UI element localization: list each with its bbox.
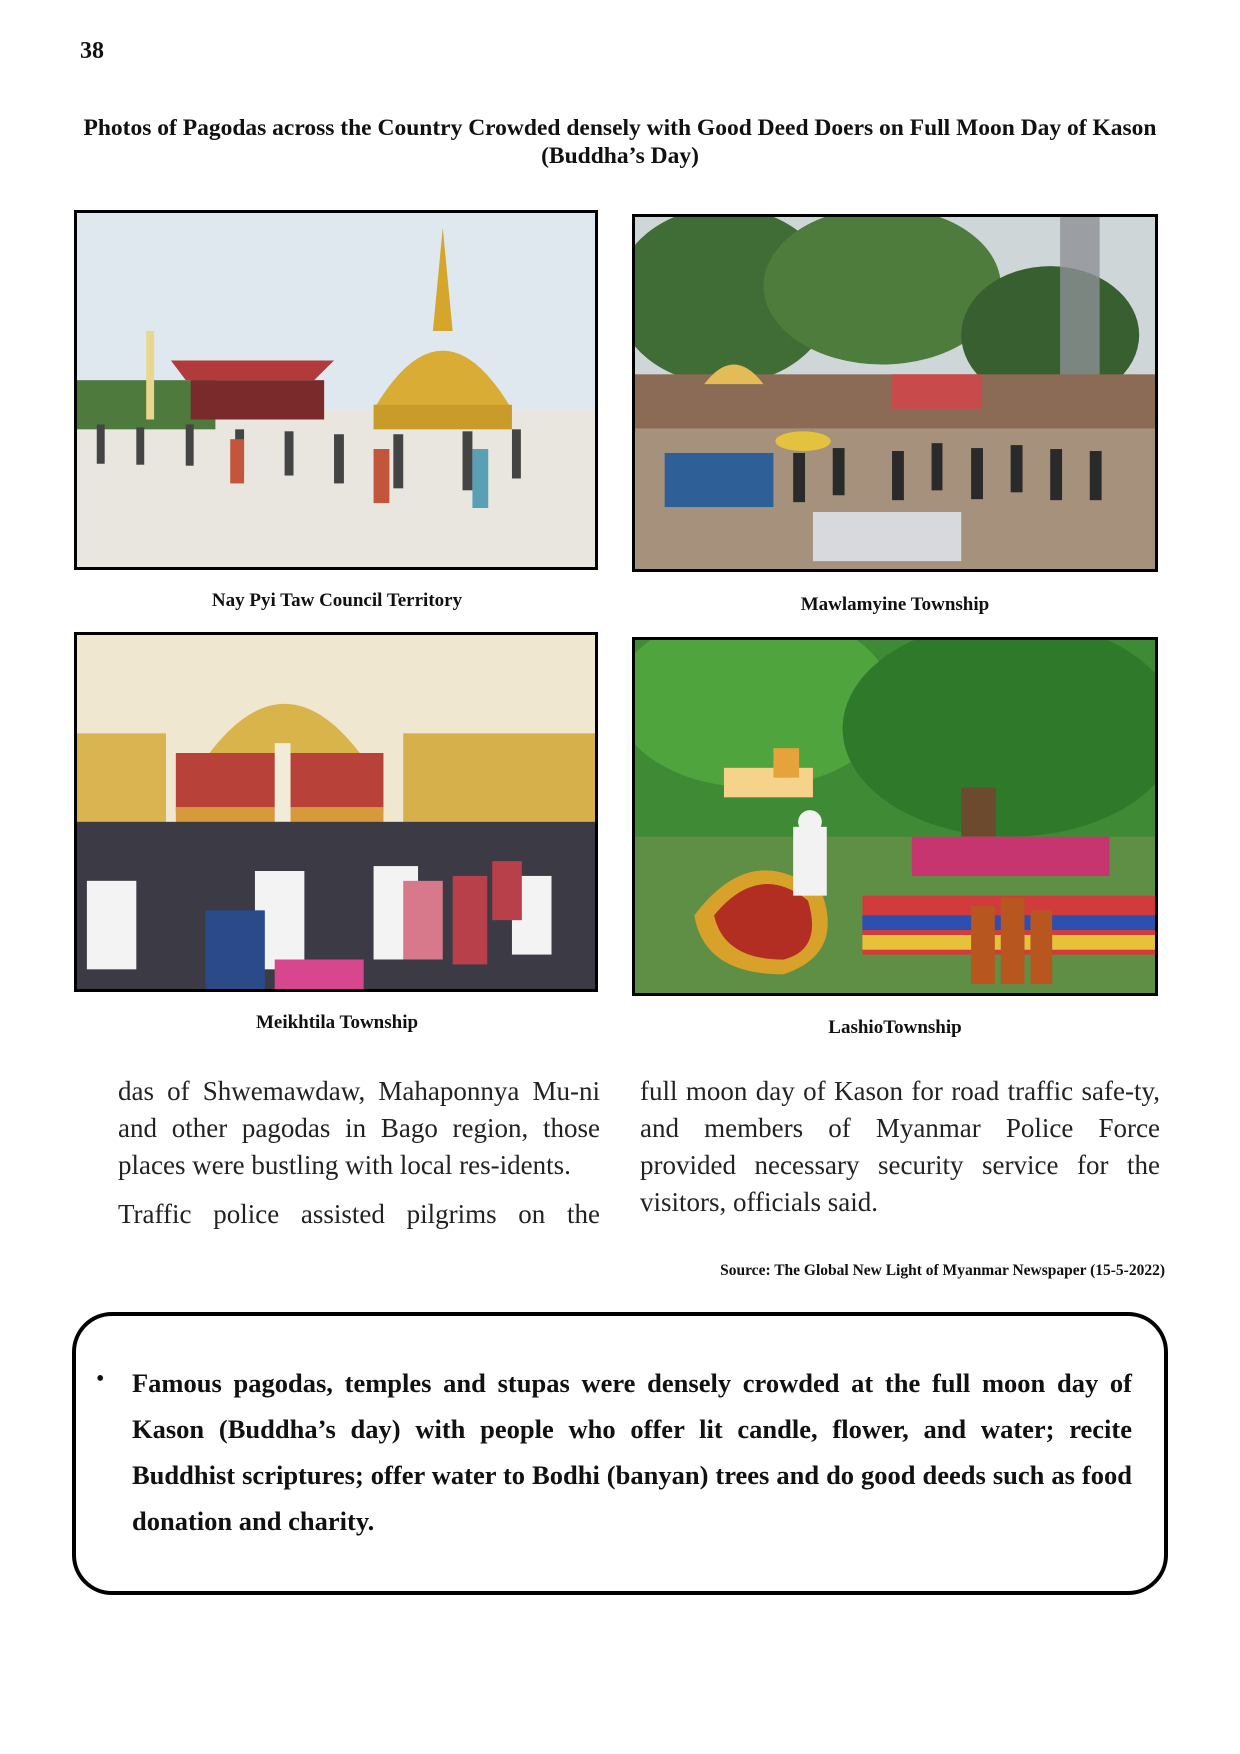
caption-nay-pyi-taw: Nay Pyi Taw Council Territory (211, 590, 463, 611)
article-paragraph: full moon day of Kason for road traffic safe-ty, and members of Myanmar Police Force provided necessary security service for the visitors, officials said. (640, 1076, 1160, 1217)
page-number: 38 (80, 38, 104, 64)
article-right-column (640, 1073, 1160, 1221)
photo-meikhtila (74, 632, 598, 992)
bullet-icon: • (96, 1366, 105, 1392)
summary-text: Famous pagodas, temples and stupas were densely crowded at the full moon day of Kason (Buddha’s day) with people who offer lit candle, flower, and water; recite Buddhist scriptures; offer water to Bodhi (banyan) trees and do good deeds such as food donation and charity. (132, 1368, 1132, 1536)
page-title: Photos of Pagodas across the Country Crowded densely with Good Deed Doers on Full Moon Day of Kason (Buddha’s Day) (83, 115, 1157, 169)
photo-mawlamyine (632, 214, 1158, 572)
article-paragraph: das of Shwemawdaw, Mahaponnya Mu-ni and other pagodas in Bago region, those places were bustling with local res-idents. (118, 1076, 600, 1180)
article-source: Source: The Global New Light of Myanmar Newspaper (15-5-2022) (720, 1262, 1165, 1279)
article-paragraph: Traffic police assisted pilgrims on the (118, 1199, 600, 1229)
summary-box (72, 1312, 1168, 1595)
photo-lashio (632, 637, 1158, 996)
caption-meikhtila: Meikhtila Township (255, 1012, 419, 1033)
caption-mawlamyine: Mawlamyine Township (800, 594, 990, 615)
photo-nay-pyi-taw (74, 210, 598, 570)
caption-lashio: LashioTownship (828, 1017, 962, 1038)
article-left-column (118, 1073, 600, 1233)
